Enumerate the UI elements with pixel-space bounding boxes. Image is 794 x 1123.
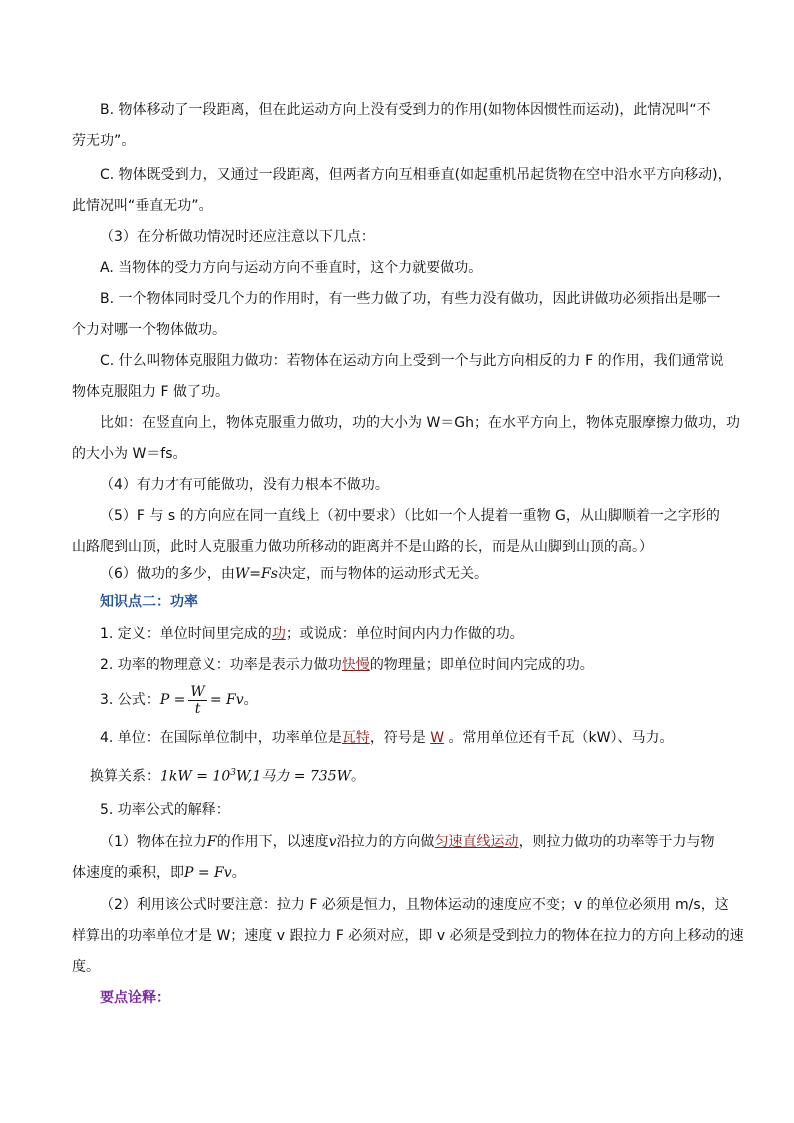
text-line: 比如：在竖直向上，物体克服重力做功，功的大小为 W＝Gh；在水平方向上，物体克服摩擦力做功，功 <box>100 415 741 431</box>
text: 4. 单位：在国际单位制中，功率单位是 <box>100 730 342 746</box>
text: 的物理量；即单位时间内完成的功。 <box>369 657 594 673</box>
text: 的作用下，以速度 <box>216 834 329 850</box>
text-line: 度。 <box>72 959 100 975</box>
text-line: 的大小为 W＝fs。 <box>72 446 187 462</box>
text: ；或说成：单位时间内内力作做的功。 <box>285 626 524 642</box>
text-line <box>100 655 594 675</box>
underlined-term: W <box>430 730 445 746</box>
text-line <box>72 863 246 883</box>
text-line: 个力对哪一个物体做功。 <box>72 322 226 338</box>
text-line: B. 物体移动了一段距离，但在此运动方向上没有受到力的作用(如物体因惯性而运动)，此情况叫“不 <box>100 102 711 118</box>
text-line: 物体克服阻力 F 做了功。 <box>72 384 229 400</box>
text-line: 山路爬到山顶，此时人克服重力做功所移动的距离并不是山路的长，而是从山脚到山顶的高。） <box>72 539 653 555</box>
underlined-term: 瓦特 <box>341 730 370 746</box>
text: （6）做功的多少，由 <box>100 566 235 582</box>
text-line <box>100 728 674 748</box>
text-line: 5. 功率公式的解释： <box>100 802 230 818</box>
section-heading: 要点诠释： <box>100 990 170 1006</box>
text-line: 劳无功”。 <box>72 133 136 149</box>
text-line <box>90 763 365 787</box>
text-line <box>100 564 488 584</box>
text: 。 <box>351 768 366 785</box>
denominator: t <box>194 700 201 717</box>
formula-line <box>100 680 258 720</box>
section-heading: 知识点二：功率 <box>100 594 198 610</box>
underlined-term: 匀速直线运动 <box>434 834 519 850</box>
text: 3. 公式： <box>100 692 160 708</box>
text-line: （5）F 与 s 的方向应在同一直线上（初中要求）（比如一个人提着一重物 G，从山脚顺着一之字形的 <box>100 508 720 524</box>
text: 。 <box>231 865 246 881</box>
numerator: W <box>190 683 205 700</box>
text-line <box>100 832 715 852</box>
text: （1）物体在拉力 <box>100 834 207 850</box>
text-line: A. 当物体的受力方向与运动方向不垂直时，这个力就要做功。 <box>100 260 483 276</box>
formula: W,1马力 = 735W <box>235 768 352 785</box>
text-line: 样算出的功率单位才是 W；速度 v 跟拉力 F 必须对应，即 v 必须是受到拉力的物体在拉力的方向上移动的速 <box>72 928 744 944</box>
text: 体速度的乘积，即 <box>72 865 184 881</box>
text: 沿拉力的方向做 <box>336 834 435 850</box>
fraction <box>188 684 206 717</box>
symbol: v <box>328 834 337 850</box>
text-line: （3）在分析做功情况时还应注意以下几点： <box>100 229 375 245</box>
text: 1. 定义：单位时间里完成的 <box>100 626 272 642</box>
text: ，则拉力做功的功率等于力与物 <box>518 834 715 850</box>
formula: = Fv <box>209 692 244 708</box>
text: ，符号是 <box>369 730 426 746</box>
text: 。 <box>243 692 258 708</box>
text-line: 此情况叫“垂直无功”。 <box>72 198 213 214</box>
text-line: （4）有力才有可能做功，没有力根本不做功。 <box>100 477 389 493</box>
formula: P = <box>159 692 186 708</box>
text: 换算关系： <box>90 768 160 785</box>
text-line: C. 什么叫物体克服阻力做功：若物体在运动方向上受到一个与此方向相反的力 F 的作用，我们通常说 <box>100 353 724 369</box>
underlined-term: 快慢 <box>341 657 370 673</box>
underlined-term: 功 <box>271 626 286 642</box>
text-line <box>100 624 524 644</box>
text: 决定，而与物体的运动形式无关。 <box>277 566 488 582</box>
text-line: （2）利用该公式时要注意：拉力 F 必须是恒力，且物体运动的速度应不变；v 的单位必须用 m/s，这 <box>100 897 729 913</box>
symbol: F <box>206 834 217 850</box>
formula: W=Fs <box>234 566 278 582</box>
text: 2. 功率的物理意义：功率是表示力做功 <box>100 657 342 673</box>
text-line: C. 物体既受到力，又通过一段距离，但两者方向互相垂直(如起重机吊起货物在空中沿水平方向移动)， <box>100 167 732 183</box>
exponent: 3 <box>230 768 236 778</box>
formula: 1kW = 10 <box>160 768 231 785</box>
formula: P = Fv <box>184 865 232 881</box>
text-line: B. 一个物体同时受几个力的作用时，有一些力做了功，有些力没有做功，因此讲做功必须指出是哪一 <box>100 291 721 307</box>
text: 。常用单位还有千瓦（kW）、马力。 <box>448 730 674 746</box>
